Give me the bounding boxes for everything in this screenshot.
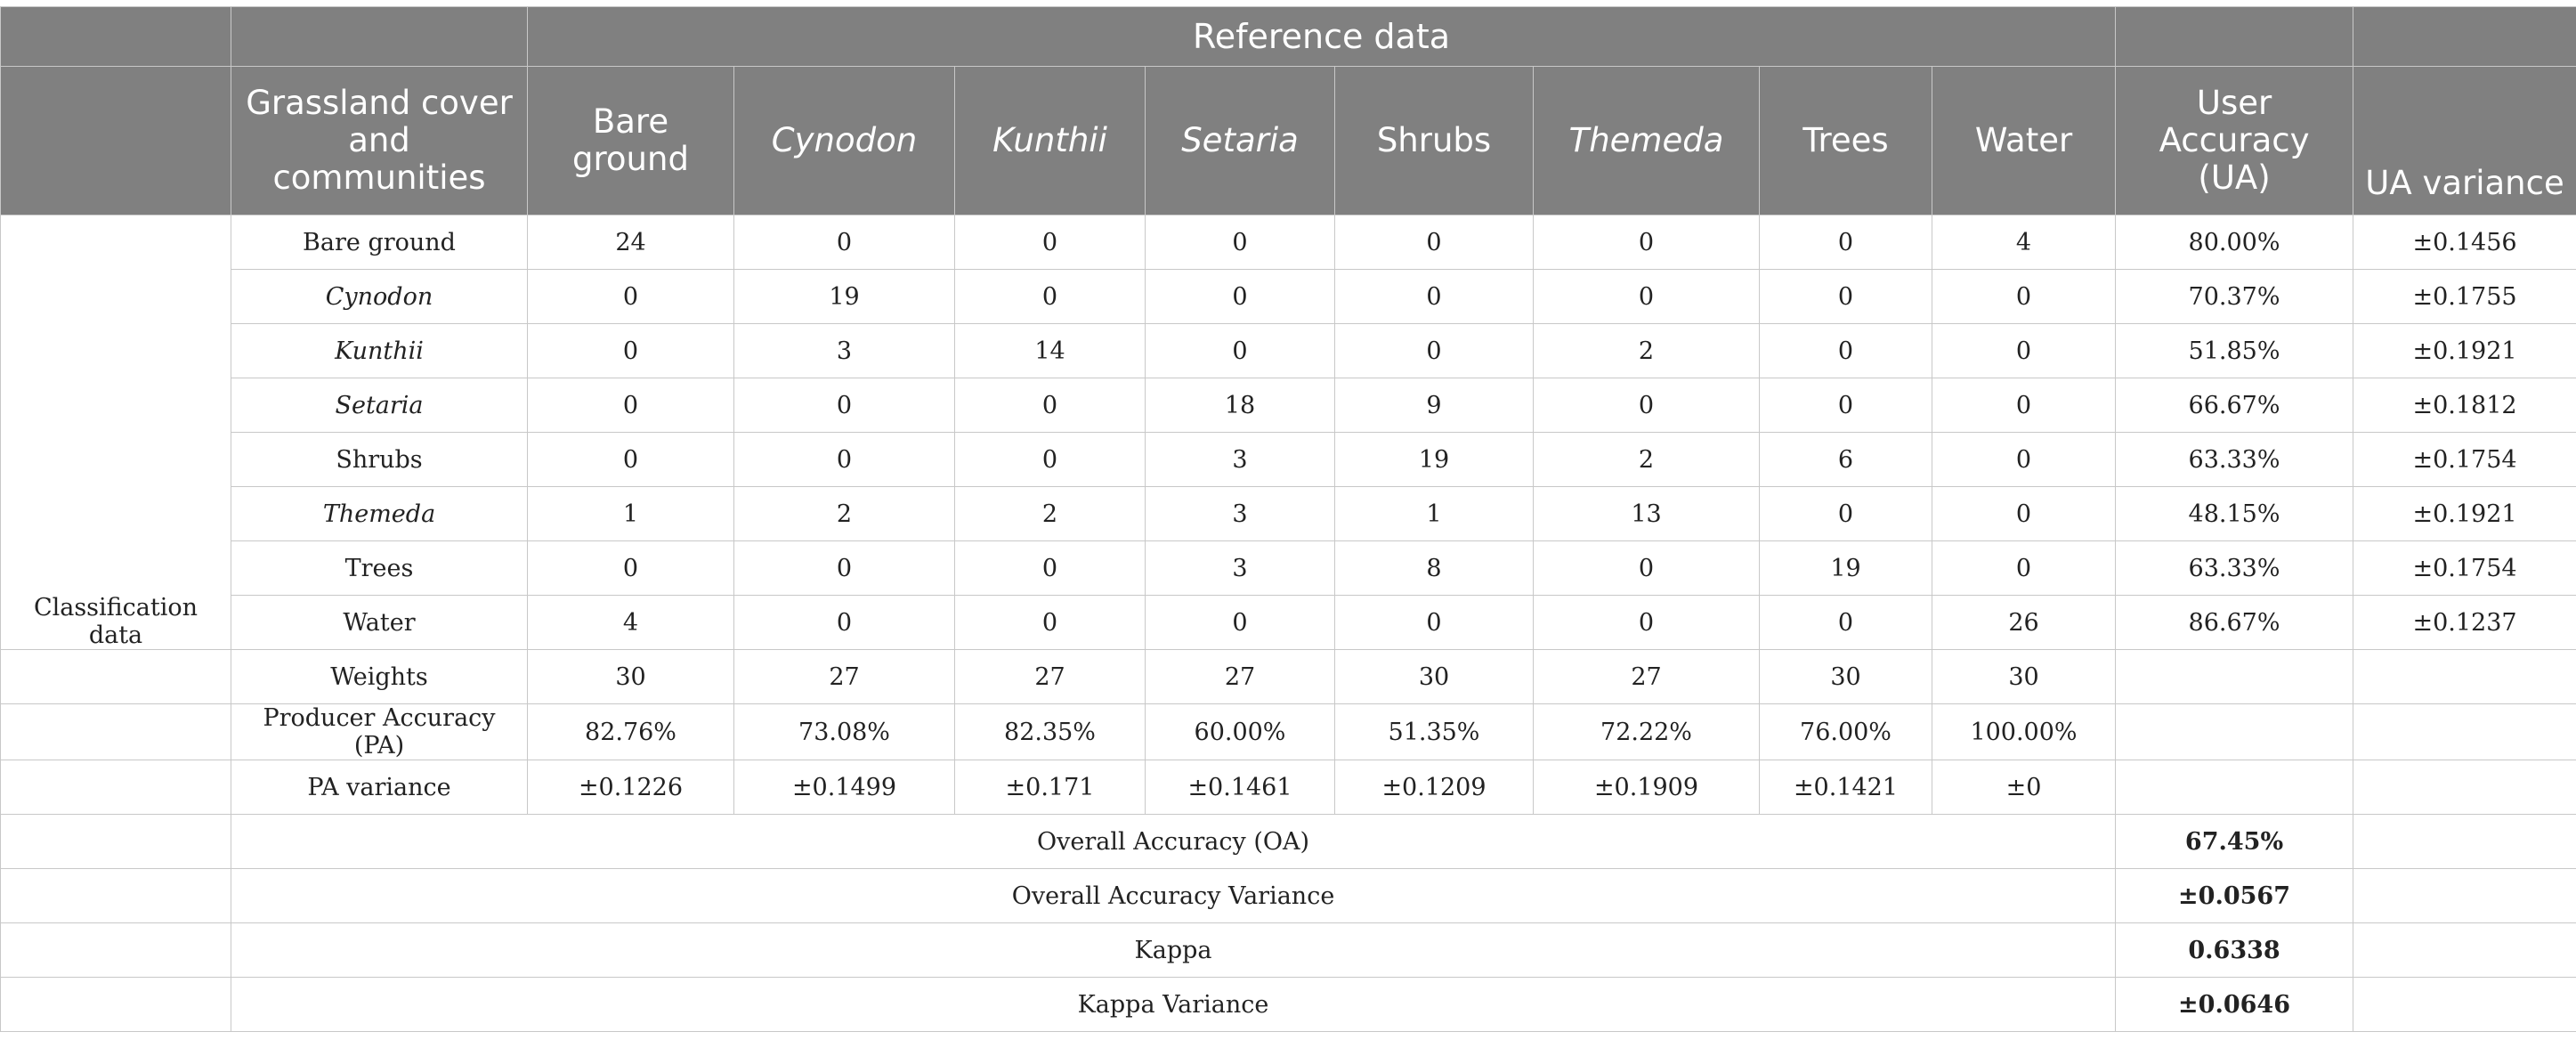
matrix-cell: 0 [528,270,734,324]
table-row [1,541,2576,596]
matrix-cell: 3 [1146,487,1335,541]
matrix-cell: 0 [528,541,734,596]
blank-cell [1,869,231,923]
row-label: Water [231,596,528,650]
row-label: Shrubs [231,433,528,487]
producer-accuracy-cell: 72.22% [1534,704,1760,760]
pa-variance-cell: ±0.1461 [1146,760,1335,815]
user-accuracy-cell: 86.67% [2116,596,2353,650]
row-label: PA variance [231,760,528,815]
matrix-cell: 0 [955,215,1146,270]
weights-cell: 30 [1932,650,2116,704]
pa-variance-cell: ±0.1499 [734,760,955,815]
pa-variance-cell: ±0.171 [955,760,1146,815]
matrix-cell: 0 [1534,215,1760,270]
col-header-kunthii: Kunthii [955,67,1146,215]
ua-variance-cell: ±0.1921 [2353,324,2576,378]
blank-cell [2116,760,2353,815]
matrix-cell: 19 [1760,541,1932,596]
row-label: Producer Accuracy (PA) [231,704,528,760]
matrix-cell: 3 [734,324,955,378]
matrix-cell: 0 [955,378,1146,433]
header-blank-cell [231,7,528,67]
user-accuracy-cell: 63.33% [2116,541,2353,596]
row-label: Kunthii [231,324,528,378]
summary-label: Overall Accuracy Variance [231,869,2116,923]
matrix-cell: 1 [1335,487,1534,541]
row-label: Bare ground [231,215,528,270]
producer-accuracy-cell: 82.76% [528,704,734,760]
matrix-cell: 0 [734,541,955,596]
col-header-water: Water [1932,67,2116,215]
weights-cell: 27 [1146,650,1335,704]
table-row [1,270,2576,324]
matrix-cell: 0 [1760,215,1932,270]
blank-cell [2116,650,2353,704]
producer-accuracy-cell: 60.00% [1146,704,1335,760]
matrix-cell: 3 [1146,541,1335,596]
matrix-cell: 0 [1335,215,1534,270]
blank-cell [2116,704,2353,760]
col-header-bare-ground: Bare ground [528,67,734,215]
reference-data-header: Reference data [528,7,2116,67]
col-header-shrubs: Shrubs [1335,67,1534,215]
summary-label: Kappa [231,923,2116,978]
weights-cell: 30 [1335,650,1534,704]
ua-variance-cell: ±0.1755 [2353,270,2576,324]
matrix-cell: 0 [1760,324,1932,378]
weights-cell: 27 [1534,650,1760,704]
blank-cell [1,923,231,978]
matrix-cell: 9 [1335,378,1534,433]
blank-cell [2353,760,2576,815]
matrix-cell: 0 [734,433,955,487]
user-accuracy-cell: 80.00% [2116,215,2353,270]
matrix-cell: 0 [734,378,955,433]
col-header-setaria: Setaria [1146,67,1335,215]
summary-value: 67.45% [2116,815,2353,869]
matrix-cell: 19 [1335,433,1534,487]
row-label: Cynodon [231,270,528,324]
header-blank-cell [1,7,231,67]
producer-accuracy-cell: 100.00% [1932,704,2116,760]
pa-variance-cell: ±0.1226 [528,760,734,815]
col-header-trees: Trees [1760,67,1932,215]
matrix-cell: 0 [1534,378,1760,433]
summary-value: ±0.0567 [2116,869,2353,923]
header-blank-cell [2116,7,2353,67]
pa-variance-cell: ±0.1209 [1335,760,1534,815]
accuracy-table [0,6,2576,1032]
row-label: Weights [231,650,528,704]
blank-cell [1,704,231,760]
matrix-cell: 0 [1932,324,2116,378]
producer-accuracy-row [1,704,2576,760]
matrix-cell: 0 [1932,378,2116,433]
matrix-cell: 4 [1932,215,2116,270]
blank-cell [2353,978,2576,1032]
summary-label: Kappa Variance [231,978,2116,1032]
ua-variance-cell: ±0.1921 [2353,487,2576,541]
producer-accuracy-cell: 73.08% [734,704,955,760]
user-accuracy-cell: 70.37% [2116,270,2353,324]
matrix-cell: 0 [1932,270,2116,324]
col-header-themeda: Themeda [1534,67,1760,215]
ua-variance-cell: ±0.1812 [2353,378,2576,433]
matrix-cell: 26 [1932,596,2116,650]
table-row [1,215,2576,270]
matrix-cell: 0 [1534,270,1760,324]
row-label: Setaria [231,378,528,433]
blank-cell [2353,815,2576,869]
table-row [1,487,2576,541]
summary-value: 0.6338 [2116,923,2353,978]
weights-cell: 27 [734,650,955,704]
blank-cell [2353,869,2576,923]
blank-cell [1,978,231,1032]
blank-cell [2353,923,2576,978]
matrix-cell: 14 [955,324,1146,378]
producer-accuracy-cell: 82.35% [955,704,1146,760]
user-accuracy-cell: 66.67% [2116,378,2353,433]
matrix-cell: 18 [1146,378,1335,433]
summary-row [1,978,2576,1032]
row-label: Themeda [231,487,528,541]
ua-variance-cell: ±0.1754 [2353,541,2576,596]
matrix-cell: 0 [1932,541,2116,596]
blank-cell [2353,650,2576,704]
matrix-cell: 0 [1146,270,1335,324]
matrix-cell: 3 [1146,433,1335,487]
summary-row [1,815,2576,869]
matrix-cell: 0 [1534,541,1760,596]
matrix-cell: 1 [528,487,734,541]
matrix-cell: 2 [955,487,1146,541]
col-header-ua-variance: UA variance [2353,67,2576,215]
row-label: Trees [231,541,528,596]
summary-label: Overall Accuracy (OA) [231,815,2116,869]
weights-cell: 30 [528,650,734,704]
ua-variance-cell: ±0.1237 [2353,596,2576,650]
table-row [1,596,2576,650]
matrix-cell: 0 [955,596,1146,650]
pa-variance-row [1,760,2576,815]
user-accuracy-cell: 63.33% [2116,433,2353,487]
weights-cell: 30 [1760,650,1932,704]
matrix-cell: 13 [1534,487,1760,541]
row-header-label: Grassland cover and communities [231,67,528,215]
matrix-cell: 0 [1146,324,1335,378]
matrix-cell: 0 [1335,324,1534,378]
matrix-cell: 0 [528,433,734,487]
ua-variance-cell: ±0.1754 [2353,433,2576,487]
matrix-cell: 0 [734,215,955,270]
header-row-columns [1,67,2576,215]
blank-cell [1,650,231,704]
pa-variance-cell: ±0.1421 [1760,760,1932,815]
table-row [1,433,2576,487]
header-row-top [1,7,2576,67]
matrix-cell: 2 [734,487,955,541]
classification-data-label: Classification data [1,215,231,650]
matrix-cell: 0 [528,324,734,378]
matrix-cell: 0 [955,270,1146,324]
producer-accuracy-cell: 76.00% [1760,704,1932,760]
header-blank-cell [1,67,231,215]
matrix-cell: 0 [528,378,734,433]
matrix-cell: 0 [1335,270,1534,324]
matrix-cell: 0 [734,596,955,650]
matrix-cell: 0 [1932,433,2116,487]
table-body [1,215,2576,1032]
matrix-cell: 6 [1760,433,1932,487]
matrix-cell: 0 [1760,270,1932,324]
matrix-cell: 0 [1146,596,1335,650]
table-row [1,324,2576,378]
matrix-cell: 0 [1932,487,2116,541]
matrix-cell: 8 [1335,541,1534,596]
user-accuracy-cell: 48.15% [2116,487,2353,541]
matrix-cell: 19 [734,270,955,324]
table-row [1,378,2576,433]
matrix-cell: 0 [1534,596,1760,650]
blank-cell [2353,704,2576,760]
pa-variance-cell: ±0 [1932,760,2116,815]
col-header-cynodon: Cynodon [734,67,955,215]
matrix-cell: 0 [955,433,1146,487]
blank-cell [1,760,231,815]
weights-row [1,650,2576,704]
summary-row [1,869,2576,923]
matrix-cell: 0 [955,541,1146,596]
matrix-cell: 0 [1335,596,1534,650]
header-blank-cell [2353,7,2576,67]
matrix-cell: 2 [1534,324,1760,378]
summary-value: ±0.0646 [2116,978,2353,1032]
col-header-user-accuracy: User Accuracy (UA) [2116,67,2353,215]
ua-variance-cell: ±0.1456 [2353,215,2576,270]
matrix-cell: 0 [1146,215,1335,270]
matrix-cell: 2 [1534,433,1760,487]
matrix-cell: 0 [1760,378,1932,433]
blank-cell [1,815,231,869]
producer-accuracy-cell: 51.35% [1335,704,1534,760]
matrix-cell: 0 [1760,596,1932,650]
summary-row [1,923,2576,978]
user-accuracy-cell: 51.85% [2116,324,2353,378]
matrix-cell: 24 [528,215,734,270]
matrix-cell: 4 [528,596,734,650]
weights-cell: 27 [955,650,1146,704]
pa-variance-cell: ±0.1909 [1534,760,1760,815]
matrix-cell: 0 [1760,487,1932,541]
